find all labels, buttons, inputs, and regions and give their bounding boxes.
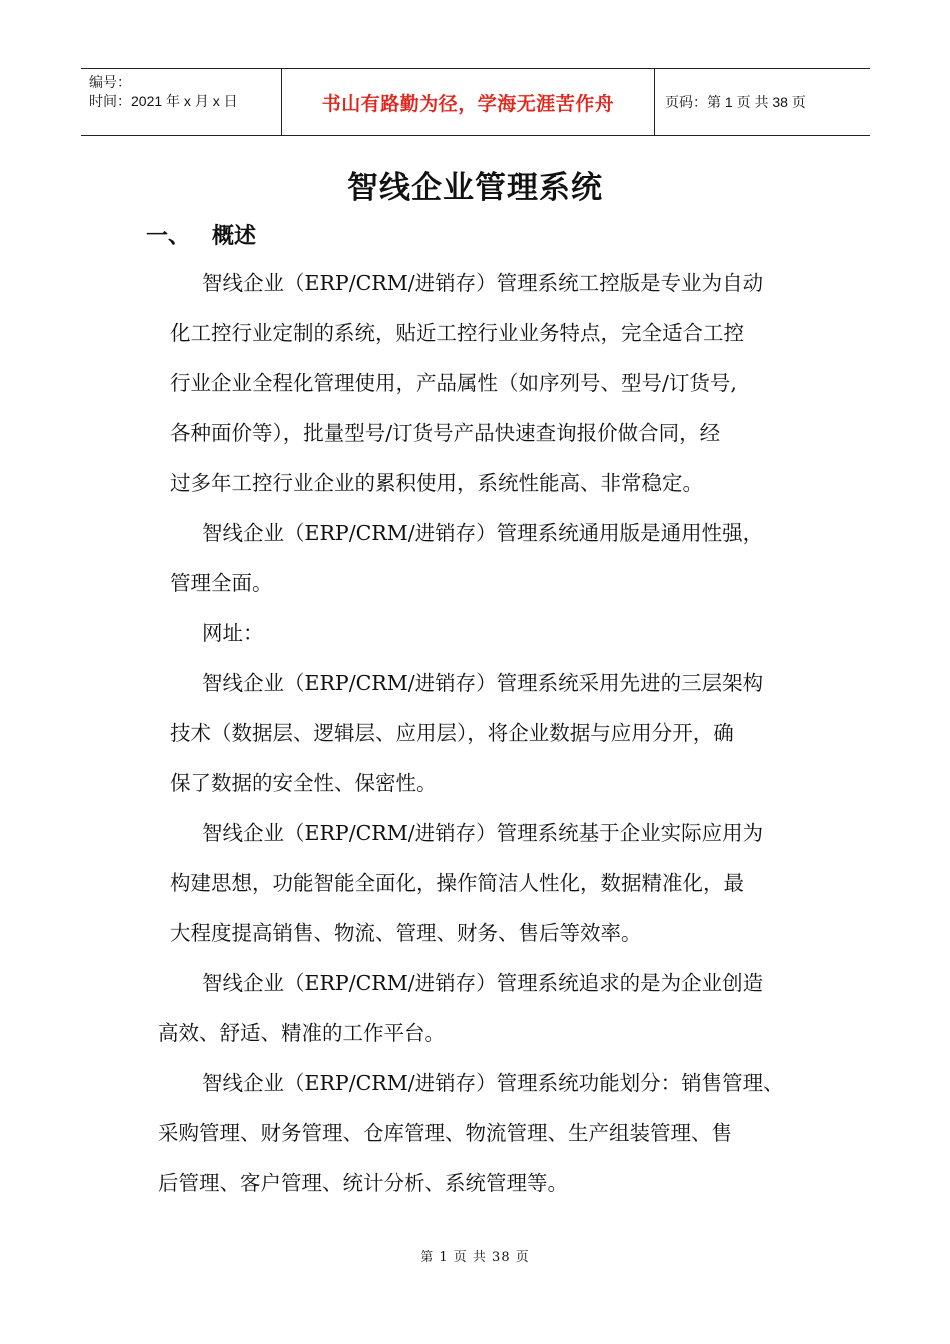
page-footer: 第 1 页 共 38 页 — [420, 1250, 530, 1265]
paragraph-line: 大程度提高销售、物流、管理、财务、售后等效率。 — [170, 921, 642, 945]
paragraph-line: 技术（数据层、逻辑层、应用层），将企业数据与应用分开，确 — [170, 721, 734, 745]
paragraph-line: 高效、舒适、精准的工作平台。 — [158, 1021, 445, 1045]
paragraph-line: 过多年工控行业企业的累积使用，系统性能高、非常稳定。 — [170, 471, 703, 495]
paragraph — [170, 508, 830, 608]
header-meta — [81, 69, 282, 135]
paragraph-line: 智线企业（ERP/CRM/进销存）管理系统工控版是专业为自动 — [202, 271, 764, 295]
paragraph-line: 智线企业（ERP/CRM/进销存）管理系统基于企业实际应用为 — [202, 821, 764, 845]
document-title: 智线企业管理系统 — [347, 170, 603, 206]
paragraph — [170, 258, 830, 508]
paragraph — [170, 608, 830, 658]
section-heading — [146, 219, 256, 250]
header-number-label: 编号： — [89, 74, 131, 90]
section-title: 概述 — [212, 224, 257, 249]
paragraph-line: 保了数据的安全性、保密性。 — [170, 771, 437, 795]
header-page-info-cell — [655, 69, 870, 135]
header-date: 时间：2021 年 x 月 x 日 — [89, 93, 238, 109]
paragraph-line: 智线企业（ERP/CRM/进销存）管理系统追求的是为企业创造 — [202, 971, 764, 995]
header-page-info: 页码：第 1 页 共 38 页 — [665, 94, 806, 110]
paragraph-line: 网址： — [202, 621, 264, 645]
paragraph-line: 智线企业（ERP/CRM/进销存）管理系统采用先进的三层架构 — [202, 671, 764, 695]
paragraph-line: 管理全面。 — [170, 571, 273, 595]
paragraph — [170, 658, 830, 808]
paragraph-line: 智线企业（ERP/CRM/进销存）管理系统功能划分：销售管理、 — [202, 1071, 784, 1095]
paragraph-line: 各种面价等），批量型号/订货号产品快速查询报价做合同，经 — [170, 421, 721, 445]
header-motto: 书山有路勤为径，学海无涯苦作舟 — [321, 92, 615, 115]
paragraph-line: 智线企业（ERP/CRM/进销存）管理系统通用版是通用性强， — [202, 521, 764, 545]
section-number: 一、 — [146, 224, 191, 249]
body-text — [158, 258, 830, 1208]
paragraph-line: 行业企业全程化管理使用，产品属性（如序列号、型号/订货号, — [170, 371, 737, 395]
paragraph — [170, 808, 830, 958]
paragraph — [158, 958, 830, 1058]
paragraph-line: 化工控行业定制的系统，贴近工控行业业务特点，完全适合工控 — [170, 321, 744, 345]
page-header — [81, 68, 870, 136]
paragraph-line: 采购管理、财务管理、仓库管理、物流管理、生产组装管理、售 — [158, 1121, 732, 1145]
header-motto-cell — [282, 69, 655, 135]
paragraph — [158, 1058, 830, 1208]
paragraph-line: 后管理、客户管理、统计分析、系统管理等。 — [158, 1171, 568, 1195]
paragraph-line: 构建思想，功能智能全面化，操作简洁人性化，数据精准化，最 — [170, 871, 744, 895]
